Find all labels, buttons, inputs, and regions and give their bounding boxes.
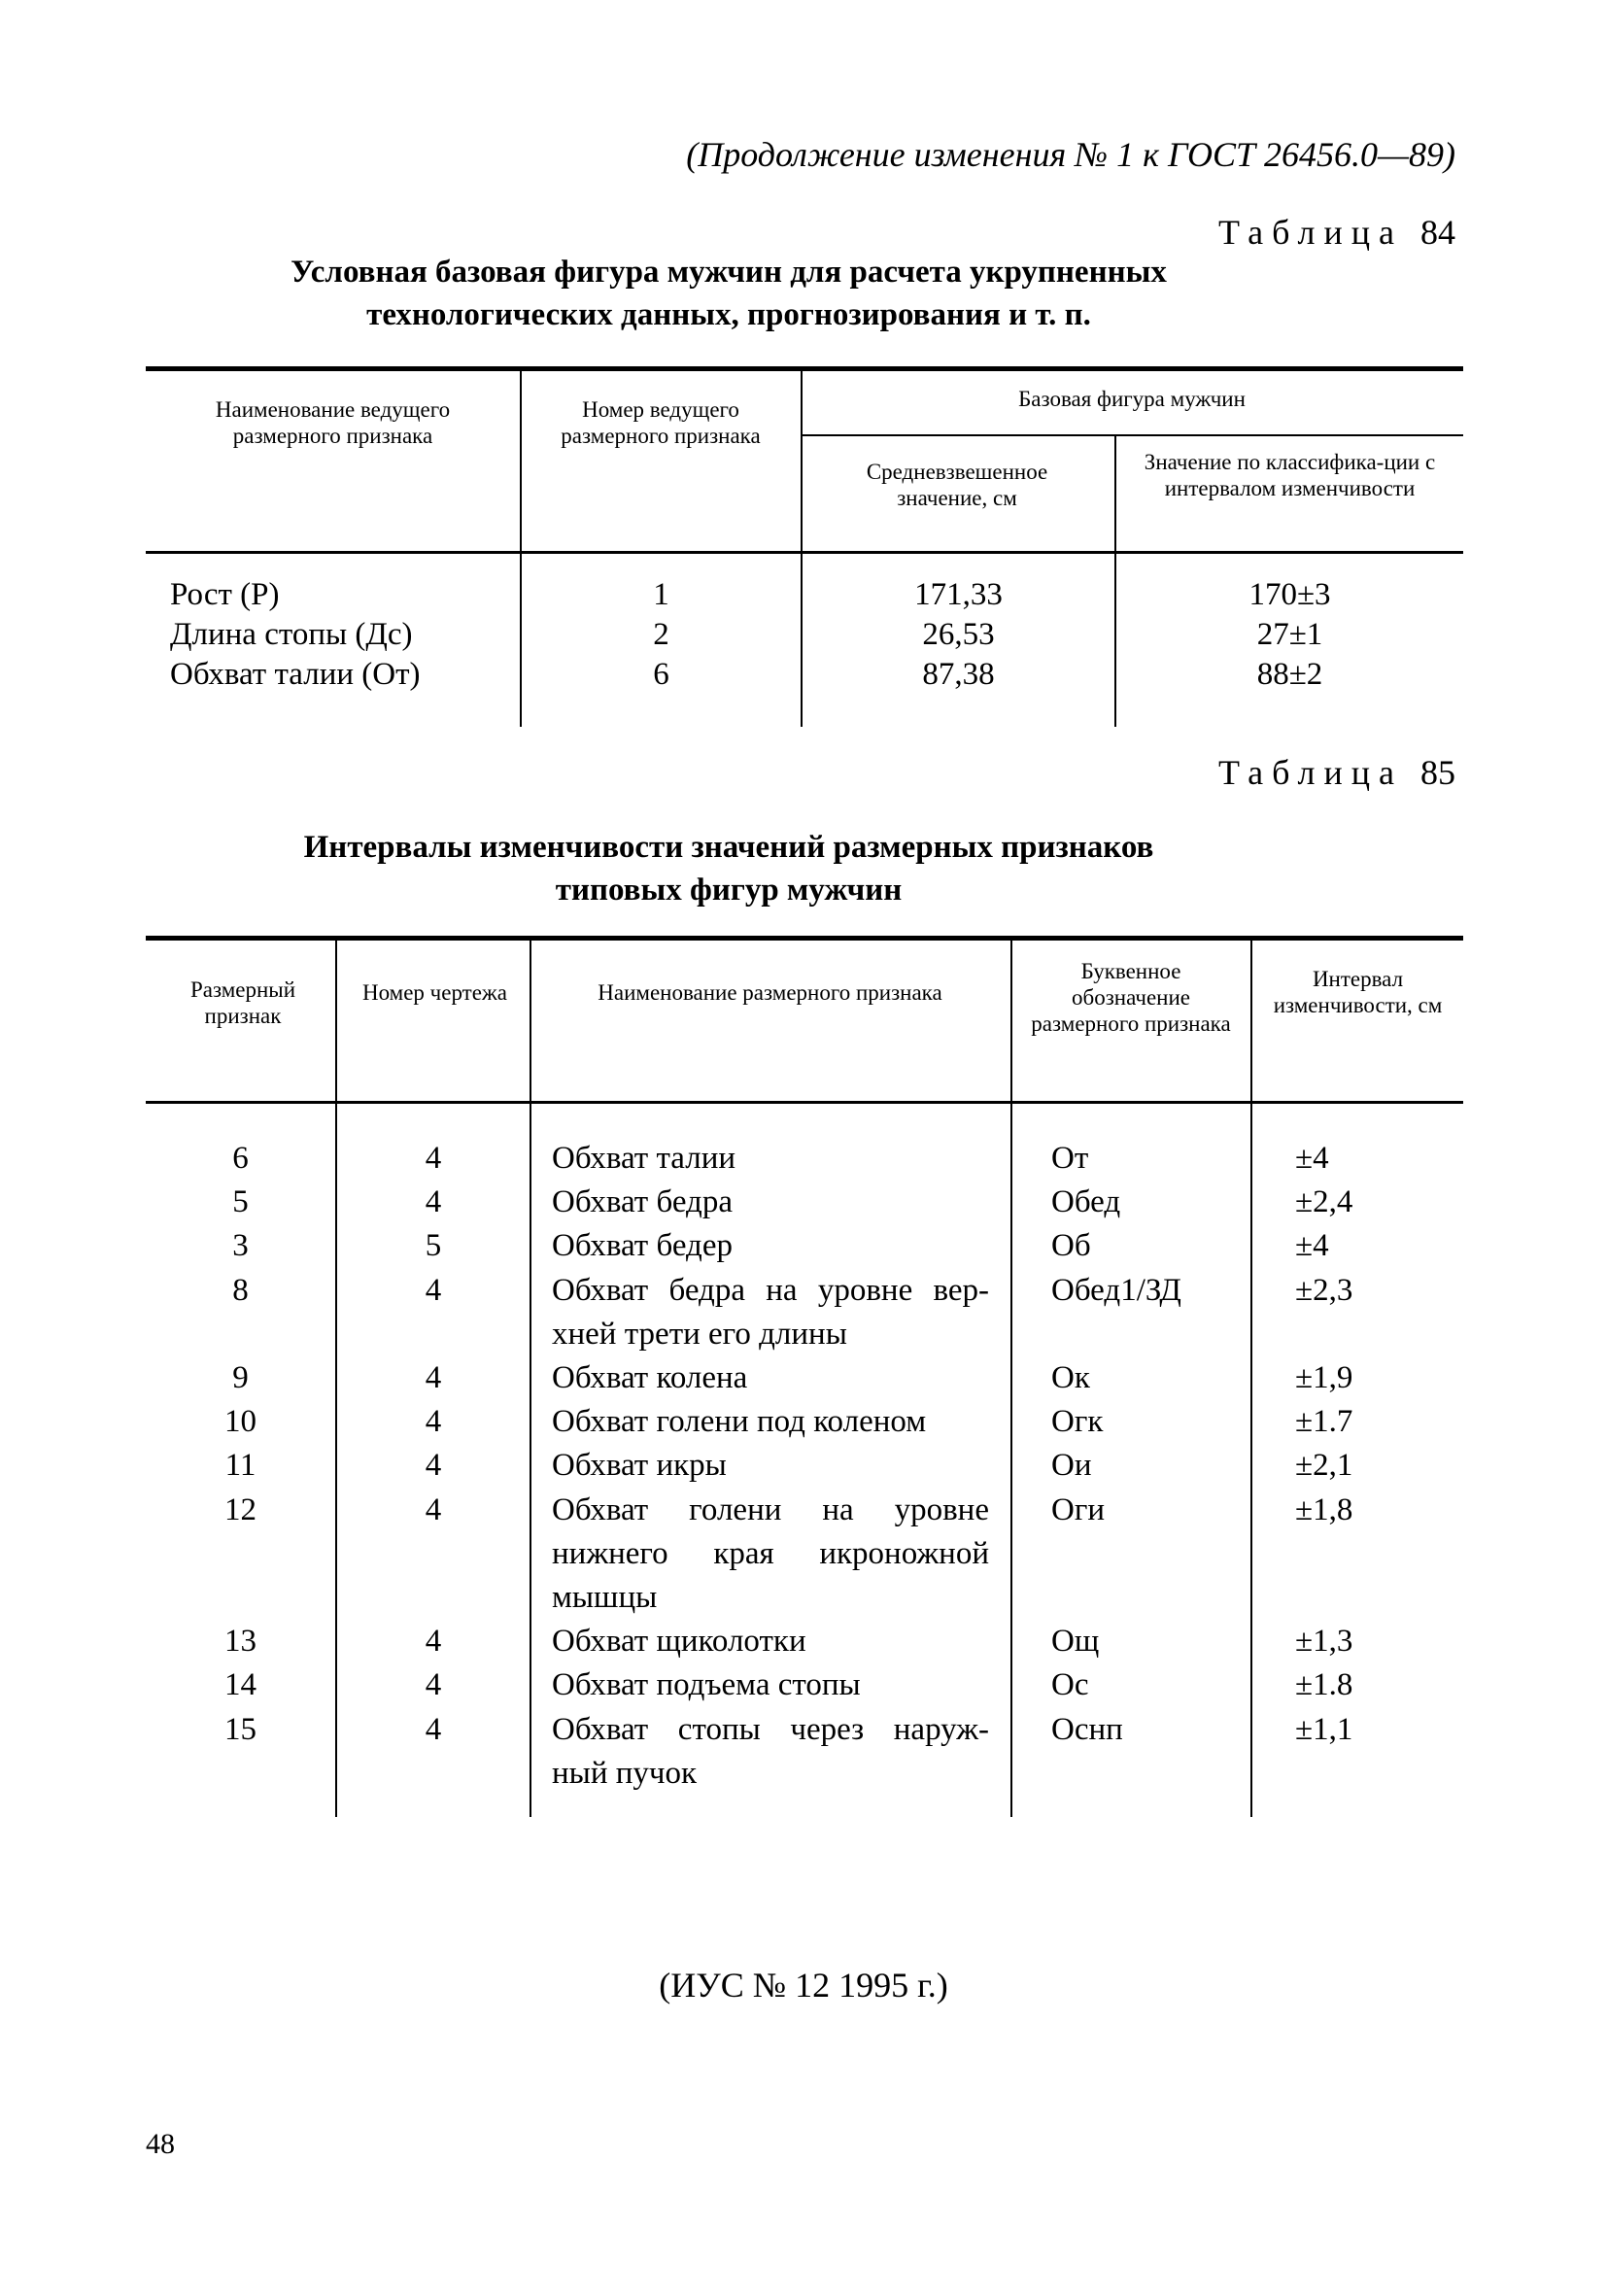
table85-cell-name-line: Обхват стопы через наруж- [552,1711,989,1747]
table84-cell-weighted: 26,53 [922,617,995,652]
table85-col-line-3 [1010,941,1012,1817]
table85-cell-drawing: 4 [425,1667,442,1703]
table85-cell-interval: ±1,3 [1295,1624,1353,1660]
table85-cell-drawing: 4 [425,1624,442,1660]
table84-cell-classification: 170±3 [1248,577,1331,612]
table85-header-drawing: Номер чертежа [361,980,508,1005]
table84-cell-name: Рост (Р) [170,577,280,612]
table85-cell-feature: 13 [224,1624,256,1660]
table85-header-name: Наименование размерного признака [598,980,942,1005]
table84-cell-name: Обхват талии (От) [170,657,421,692]
table85-cell-interval: ±1,9 [1295,1360,1353,1395]
table85-cell-name-line: Обхват голени на уровне [552,1491,989,1527]
table85-cell-letter: Об [1051,1228,1091,1264]
table84-cell-number: 6 [653,657,669,692]
table85-cell-feature: 5 [232,1184,249,1220]
table85-cell-letter: Ои [1051,1448,1092,1484]
table85-cell-letter: Ок [1051,1360,1090,1395]
table85-cell-drawing: 4 [425,1272,442,1308]
table85-cell-name-line: Обхват подъема стопы [552,1667,861,1703]
table85-cell-feature: 10 [224,1404,256,1440]
table84-title-line2: технологических данных, прогнозирования и т. п. [366,297,1091,332]
table85-title-line2: типовых фигур мужчин [555,873,903,908]
table85-cell-feature: 11 [224,1448,256,1484]
table85-cell-interval: ±1.8 [1295,1667,1353,1703]
table84-cell-classification: 27±1 [1256,617,1323,652]
table84-cell-classification: 88±2 [1256,657,1323,692]
table85-col-line-4 [1250,941,1252,1817]
table85-header-letter: Буквенное обозначение размерного признака [1031,959,1231,1036]
table85-cell-feature: 8 [232,1272,249,1308]
table85-cell-name-line: Обхват щиколотки [552,1624,806,1660]
table84-top-rule [146,366,1463,371]
continuation-note: (Продолжение изменения № 1 к ГОСТ 26456.0—89) [686,135,1455,174]
table85-cell-letter: Огк [1051,1404,1104,1440]
table85-cell-name-line: Обхват бедер [552,1228,733,1264]
table85-cell-letter: От [1051,1141,1089,1176]
table85-cell-name-line: мышцы [552,1580,658,1615]
table85-cell-name-line: Обхват бедра [552,1184,733,1220]
table85-cell-drawing: 4 [425,1184,442,1220]
table84-header-rule [146,551,1463,554]
table85-cell-name-line: Обхват бедра на уровне вер- [552,1272,989,1308]
table84-cell-name: Длина стопы (Дс) [170,617,413,652]
table84-header-group: Базовая фигура мужчин [1018,387,1246,411]
table85-cell-interval: ±2,4 [1295,1184,1353,1220]
table85-cell-name-line: Обхват колена [552,1360,748,1395]
table85-cell-interval: ±1,1 [1295,1711,1353,1747]
table85-cell-letter: Ос [1051,1667,1089,1703]
table85-cell-letter: Оснп [1051,1711,1123,1747]
page-number: 48 [146,2128,175,2160]
table85-title [146,826,1312,911]
table85-cell-interval: ±1.7 [1295,1404,1353,1440]
table84-title-line1: Условная базовая фигура мужчин для расчета укрупненных [291,255,1167,290]
table85-header-feature: Размерный признак [189,977,296,1028]
table85-cell-feature: 15 [224,1711,256,1747]
table85-cell-interval: ±4 [1295,1228,1329,1264]
table84-header-name: Наименование ведущего размерного признака [215,397,451,448]
table84-cell-number: 2 [653,617,669,652]
table85-cell-letter: Обед1/ЗД [1051,1272,1181,1308]
table84-label: Таблица 84 [1218,213,1455,252]
table85-cell-feature: 12 [224,1491,256,1527]
table85-cell-name-line: хней трети его длины [552,1316,847,1352]
table85-col-line-2 [530,941,531,1817]
table85-cell-name-line: нижнего края икроножной [552,1535,989,1571]
table85-cell-drawing: 5 [425,1228,442,1264]
table85-cell-feature: 9 [232,1360,249,1395]
table85-cell-drawing: 4 [425,1711,442,1747]
table85-cell-feature: 14 [224,1667,256,1703]
table85-cell-letter: Оги [1051,1491,1106,1527]
table85-cell-letter: Ощ [1051,1624,1100,1660]
table84-header-weighted: Средневзвешенное значение, см [866,460,1048,510]
table84-title [146,251,1312,336]
table85-cell-interval: ±4 [1295,1141,1329,1176]
table85-cell-drawing: 4 [425,1448,442,1484]
table85-cell-interval: ±2,1 [1295,1448,1353,1484]
table85-cell-drawing: 4 [425,1141,442,1176]
table85-title-line1: Интервалы изменчивости значений размерных признаков [303,830,1154,865]
table85-cell-name-line: Обхват талии [552,1141,736,1176]
table85-header-interval: Интервал изменчивости, см [1273,967,1443,1017]
table84-cell-weighted: 87,38 [922,657,995,692]
table84-header-divider [801,434,1463,436]
table84-header-classification: Значение по классифика-ции с интервалом изменчивости [1144,450,1436,500]
table85-cell-feature: 6 [232,1141,249,1176]
table85-cell-name-line: ный пучок [552,1755,698,1791]
table85-top-rule [146,936,1463,941]
table85-cell-name-line: Обхват икры [552,1448,727,1484]
table85-cell-drawing: 4 [425,1404,442,1440]
table85-cell-drawing: 4 [425,1491,442,1527]
table84-header-number: Номер ведущего размерного признака [561,397,761,448]
table85-cell-interval: ±1,8 [1295,1491,1353,1527]
table84-cell-number: 1 [653,577,669,612]
table85-cell-drawing: 4 [425,1360,442,1395]
table84-cell-weighted: 171,33 [914,577,1003,612]
footer-note: (ИУС № 12 1995 г.) [659,1966,948,2005]
table85-cell-letter: Обед [1051,1184,1121,1220]
table85-cell-feature: 3 [232,1228,249,1264]
table85-label: Таблица 85 [1218,753,1455,792]
table85-cell-interval: ±2,3 [1295,1272,1353,1308]
table85-header-rule [146,1101,1463,1104]
table85-cell-name-line: Обхват голени под коленом [552,1404,927,1440]
